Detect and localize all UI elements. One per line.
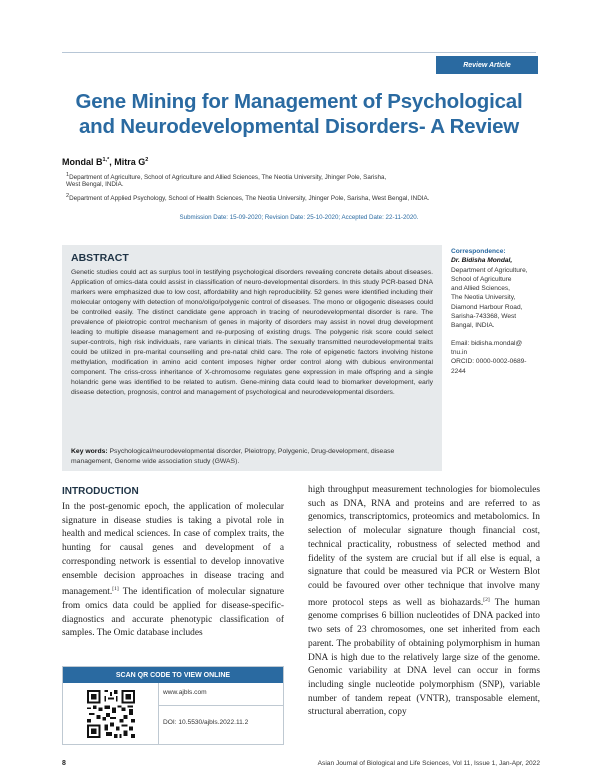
- left-column: [62, 486, 284, 641]
- citation-2[interactable]: [2]: [483, 596, 490, 603]
- author-separator: ,: [109, 157, 115, 167]
- intro-paragraph-1: [62, 501, 284, 641]
- intro-text-1b: The identification of molecular signature from omics data could be applied for disease-specific-diagnostics and accurate phenotypic classification of samples. The Omic database includes: [62, 587, 284, 639]
- introduction-heading: INTRODUCTION: [62, 486, 139, 497]
- intro-text-2: high throughput measurement technologies for biomolecules such as DNA, RNA and proteins and are referred to as genomics, transcriptomics, proteomics and metabolomics. In selection of molecular signature though financial cost, technical practicality, robustness of selected method and fidelity of the system are crucial but if all else is equal, a signature that could be measured via PCR or Western Blot could be favoured over other technique that involve many more protocol steps as well as biohazards.: [308, 485, 540, 608]
- intro-paragraph-2: [308, 484, 540, 720]
- affiliation-2: [66, 191, 429, 204]
- affiliation-2-marker: 2: [66, 193, 70, 199]
- correspondence-block: [451, 247, 541, 376]
- citation-1[interactable]: [1]: [112, 586, 119, 593]
- keywords-label: Key words:: [71, 448, 108, 455]
- correspondence-email-cont[interactable]: tnu.in: [451, 348, 468, 356]
- affiliation-1-cont: West Bengal, INDIA.: [66, 181, 124, 188]
- affiliation-2-line-1: Department of Applied Psychology, School of Health Sciences, The Neotia University, Jhinger Pole, Sarisha, West Bengal, INDIA.: [69, 195, 430, 203]
- author-1: Mondal B: [62, 157, 103, 167]
- keywords-text: Psychological/neurodevelopmental disorder, Pleiotropy, Polygenic, Drug-development, disease management, Genome wide association study (GWAS).: [71, 448, 395, 465]
- abstract-heading: ABSTRACT: [71, 252, 129, 264]
- abstract-box: [62, 245, 442, 471]
- intro-text-1: In the post-genomic epoch, the application of molecular signature in disease studies is taking a pivotal role in health and medical sciences. In case of complex traits, the hunting for causal genes and development of a corresponding network is essential to develop innovative ensemble decision approaches in disease tracing and management.: [62, 502, 284, 598]
- author-2-marker: 2: [145, 157, 149, 163]
- title-line-2: and Neurodevelopmental Disorders- A Review: [78, 115, 520, 138]
- correspondence-line: School of Agriculture: [451, 275, 512, 283]
- qr-box: [62, 666, 284, 745]
- page-number: 8: [62, 760, 66, 767]
- title-line-1: Gene Mining for Management of Psychological: [75, 90, 523, 113]
- correspondence-orcid: ORCID: 0000-0002-0689-: [451, 358, 527, 366]
- correspondence-name: Dr. Bidisha Mondal,: [451, 257, 513, 265]
- affiliation-1-marker: 1: [66, 172, 70, 178]
- qr-divider-vertical: [158, 683, 159, 745]
- correspondence-line: Bangal, INDIA.: [451, 322, 495, 330]
- author-2: Mitra G: [114, 157, 146, 167]
- header-rule: [62, 52, 536, 53]
- qr-divider-horizontal: [158, 705, 284, 706]
- affiliation-1-line-1: Department of Agriculture, School of Agriculture and Allied Sciences, The Neotia University, Jhinger Pole, Sarisha,: [69, 174, 387, 182]
- author-1-marker: 1,*: [102, 157, 110, 163]
- doi-link[interactable]: DOI: 10.5530/ajbls.2022.11.2: [163, 719, 249, 726]
- article-title: [62, 89, 536, 139]
- qr-heading: SCAN QR CODE TO VIEW ONLINE: [63, 667, 283, 683]
- intro-text-2b: The human genome comprises 6 billion nucleotides of DNA packed into two sets of 23 chromosomes, one set inherited from each parent. The probability of obtaining polymorphism in human DNA is high due to the relatively large size of the genome. Genomic variability at DNA level can occur in forms including single nucleotide polymorphism (SNP), variable number of tandem repeat (VNTR), transposable element, structural aberration, copy: [308, 597, 540, 718]
- correspondence-orcid-cont: 2244: [451, 367, 466, 375]
- correspondence-heading: Correspondence:: [451, 248, 506, 255]
- correspondence-line: Diamond Harbour Road,: [451, 303, 523, 311]
- article-type-badge: Review Article: [436, 56, 538, 74]
- keywords: [71, 447, 433, 467]
- abstract-text: Genetic studies could act as surplus tool in testifying psychological disorders revealing concrete details about diseases. Application of omics-data could assist in classification of neuro-developmental disorders. In this study PCR-based DNA markers were emphasized due to low cost, affordability and high reproducibility. 52 genes were identified including their molecular ontogeny with detection of mono/oligo/polygenic control of diseases. The mono or oligogenic diseases could be controlled easily. The distinct candidate gene approach in tracing of neurodevelopmental disorder is rare. The prevalence of pleiotropic control mechanism of genes in majority of disorders may assist in novel drug development leading to multiple disease management and re-purposing of existing drugs. The polygenic risk score could select super-controls, high risk individuals, rare variants in clinical trials. The sexually transmitted neurodevelopmental traits could be utilized in pre-marital counselling and pre-natal child care. The role of epigenetic factors involving histone methylation, modification in amino acid content imposes higher order control along with dubious environmental component. The criss-cross inheritance of X-chromosome regulates gene expression in male offspring and a single holandric gene was identified to be related to autism. Gene-mining data could lead to biomarker development, early disease detection, prognosis, control and management of psychological and neurodevelopmental disorders.: [71, 269, 433, 396]
- journal-url-link[interactable]: www.ajbls.com: [163, 689, 207, 696]
- qr-code-icon[interactable]: [87, 690, 135, 738]
- correspondence-line: and Allied Sciences,: [451, 285, 511, 293]
- submission-dates: Submission Date: 15-09-2020; Revision Date: 25-10-2020; Accepted Date: 22-11-2020.: [179, 214, 419, 221]
- correspondence-email[interactable]: Email: bidisha.mondal@: [451, 339, 523, 347]
- author-list: [62, 157, 148, 167]
- correspondence-line: The Neotia University,: [451, 294, 516, 302]
- correspondence-line: Sarisha-743368, West: [451, 313, 517, 321]
- right-column: [308, 484, 540, 720]
- journal-citation: Asian Journal of Biological and Life Sciences, Vol 11, Issue 1, Jan-Apr, 2022: [317, 760, 540, 767]
- correspondence-line: Department of Agriculture,: [451, 266, 528, 274]
